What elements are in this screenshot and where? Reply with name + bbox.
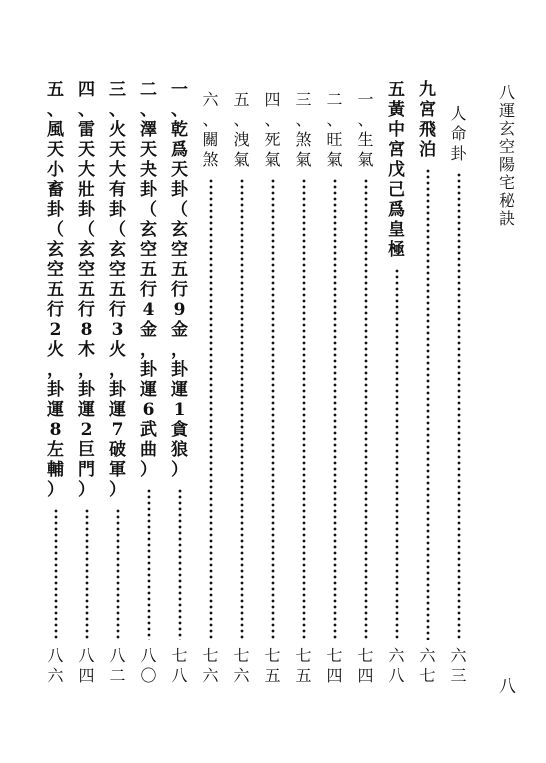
dot-leader	[302, 178, 306, 640]
toc-entry[interactable]	[381, 80, 412, 690]
toc-entry-page: 八 六	[47, 646, 64, 685]
toc-entry-page: 八 二	[109, 646, 126, 685]
dot-leader	[178, 488, 182, 640]
toc-entry[interactable]	[226, 80, 257, 690]
toc-entry-label: 二 、 澤 天 夬 卦 （ 玄 空 五 行 4 金 ， 卦 運 6 武 曲 ）	[140, 80, 157, 480]
dot-leader	[457, 172, 461, 640]
running-title: 八 運 玄 空 陽 宅 秘 訣	[498, 83, 515, 228]
toc-entry[interactable]	[71, 80, 102, 690]
toc-entry[interactable]	[350, 80, 381, 690]
dot-leader	[116, 508, 120, 640]
toc-entry[interactable]	[412, 80, 443, 690]
dot-leader	[426, 168, 430, 640]
toc-entry-label: 九 宮 飛 泊	[419, 80, 436, 160]
toc-entry-label: 二 、 旺 氣	[326, 90, 343, 169]
toc-entry-page: 六 八	[388, 646, 405, 685]
toc-entry[interactable]	[257, 80, 288, 690]
toc-entry-label: 四 、 雷 天 大 壯 卦 （ 玄 空 五 行 8 木 ， 卦 運 2 巨 門 ）	[78, 80, 95, 500]
toc-entry-page: 七 五	[295, 646, 312, 685]
toc-entry[interactable]	[443, 80, 474, 690]
toc-entry[interactable]	[319, 80, 350, 690]
toc-entry-label: 五 、 風 天 小 畜 卦 （ 玄 空 五 行 2 火 ， 卦 運 8 左 輔 ）	[47, 80, 64, 500]
toc-entry[interactable]	[164, 80, 195, 690]
dot-leader	[333, 178, 337, 640]
toc-entry-label: 五 、 洩 氣	[233, 90, 250, 169]
toc-entry-page: 六 三	[450, 646, 467, 685]
toc-entry-page: 七 四	[357, 646, 374, 685]
page-number: 八	[499, 677, 516, 697]
table-of-contents	[40, 80, 474, 690]
toc-entry-label: 一 、 生 氣	[357, 90, 374, 169]
toc-entry[interactable]	[102, 80, 133, 690]
toc-entry-label: 五 黃 中 宮 戊 己 爲 皇 極	[388, 80, 405, 260]
toc-entry-label: 人 命 卦	[450, 104, 467, 163]
toc-entry-label: 三 、 火 天 大 有 卦 （ 玄 空 五 行 3 火 ， 卦 運 7 破 軍 ）	[109, 80, 126, 500]
toc-entry-page: 八 四	[78, 646, 95, 685]
toc-entry-page: 七 六	[233, 646, 250, 685]
toc-entry-page: 七 六	[202, 646, 219, 685]
toc-entry[interactable]	[288, 80, 319, 690]
toc-entry[interactable]	[40, 80, 71, 690]
toc-entry-page: 七 四	[326, 646, 343, 685]
dot-leader	[85, 508, 89, 640]
toc-entry-label: 一 、 乾 爲 天 卦 （ 玄 空 五 行 9 金 ， 卦 運 1 貪 狼 ）	[171, 80, 188, 480]
dot-leader	[240, 178, 244, 640]
dot-leader	[147, 488, 151, 640]
toc-entry-label: 四 、 死 氣	[264, 90, 281, 169]
toc-entry-page: 七 八	[171, 646, 188, 685]
toc-entry-page: 七 五	[264, 646, 281, 685]
toc-entry-page: 八 〇	[140, 646, 157, 685]
toc-entry[interactable]	[195, 80, 226, 690]
toc-entry-label: 六 、 關 煞	[202, 90, 219, 169]
toc-entry-page: 六 七	[419, 646, 436, 685]
toc-entry-label: 三 、 煞 氣	[295, 90, 312, 169]
dot-leader	[271, 178, 275, 640]
dot-leader	[395, 268, 399, 640]
dot-leader	[364, 178, 368, 640]
dot-leader	[54, 508, 58, 640]
toc-entry[interactable]	[133, 80, 164, 690]
dot-leader	[209, 178, 213, 640]
